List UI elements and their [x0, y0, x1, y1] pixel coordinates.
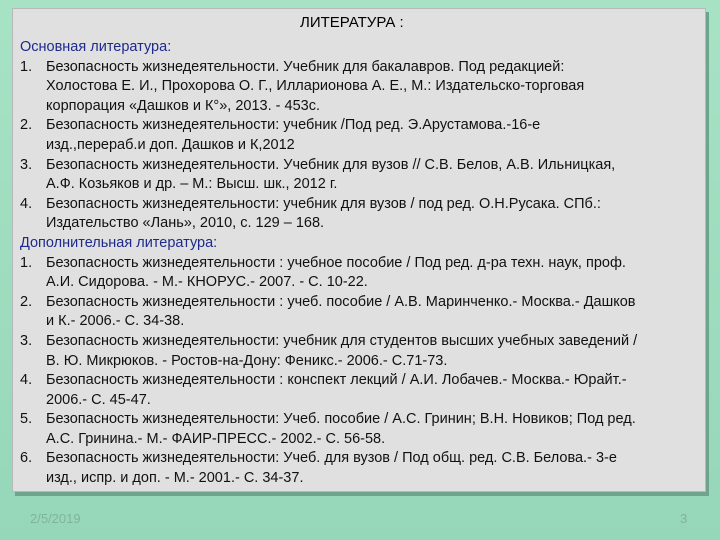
- item-number: 1.: [20, 58, 33, 75]
- list-item: [20, 332, 700, 371]
- item-text: [46, 254, 700, 293]
- item-line: А.Ф. Козьяков и др. – М.: Высш. шк., 2012 г.: [46, 176, 338, 193]
- item-line: изд.,перераб.и доп. Дашков и К,2012: [46, 136, 295, 153]
- item-line: А.С. Гринина.- М.- ФАИР-ПРЕСС.- 2002.- С. 56-58.: [46, 430, 386, 447]
- item-line: Безопасность жизнедеятельности. Учебник для бакалавров. Под редакцией:: [46, 58, 565, 75]
- bibliography: [20, 38, 700, 489]
- list-item: [20, 116, 700, 155]
- footer-date: 2/5/2019: [30, 511, 81, 526]
- list-item: [20, 410, 700, 449]
- item-line: Холостова Е. И., Прохорова О. Г., Илларионова А. Е., М.: Издательско-торговая: [46, 78, 585, 95]
- page-number: 3: [680, 511, 688, 526]
- additional-literature-heading: Дополнительная литература:: [20, 234, 218, 251]
- item-line: 2006.- С. 45-47.: [46, 391, 151, 408]
- list-item: [20, 156, 700, 195]
- item-number: 1.: [20, 254, 33, 271]
- item-line: Безопасность жизнедеятельности: учебник /Под ред. Э.Арустамова.-16-е: [46, 117, 541, 134]
- item-text: [46, 410, 700, 449]
- item-line: корпорация «Дашков и К°», 2013. - 453с.: [46, 97, 320, 114]
- list-item: [20, 449, 700, 488]
- item-number: 2.: [20, 293, 33, 310]
- item-number: 6.: [20, 450, 33, 467]
- item-text: [46, 195, 700, 234]
- item-number: 3.: [20, 156, 33, 173]
- item-line: и К.- 2006.- С. 34-38.: [46, 313, 185, 330]
- slide-title: ЛИТЕРАТУРА :: [300, 14, 404, 31]
- item-line: Издательство «Лань», 2010, с. 129 – 168.: [46, 215, 325, 232]
- main-literature-heading: Основная литература:: [20, 39, 172, 55]
- list-item: [20, 58, 700, 117]
- list-item: [20, 293, 700, 332]
- item-text: [46, 293, 700, 332]
- item-text: [46, 58, 700, 117]
- item-line: Безопасность жизнедеятельности. Учебник для вузов // С.В. Белов, А.В. Ильницкая,: [46, 156, 616, 173]
- item-text: [46, 449, 700, 488]
- item-text: [46, 116, 700, 155]
- item-line: Безопасность жизнедеятельности: Учеб. пособие / А.С. Гринин; В.Н. Новиков; Под ред.: [46, 411, 636, 428]
- item-line: Безопасность жизнедеятельности: учебник для вузов / под ред. О.Н.Русака. СПб.:: [46, 195, 601, 212]
- item-line: Безопасность жизнедеятельности: учебник для студентов высших учебных заведений /: [46, 332, 638, 349]
- item-line: изд., испр. и доп. - М.- 2001.- С. 34-37.: [46, 470, 304, 487]
- item-number: 4.: [20, 195, 33, 212]
- list-item: [20, 254, 700, 293]
- item-number: 4.: [20, 372, 33, 389]
- item-text: [46, 156, 700, 195]
- item-number: 5.: [20, 411, 33, 428]
- item-line: Безопасность жизнедеятельности: Учеб. для вузов / Под общ. ред. С.В. Белова.- 3-е: [46, 450, 617, 467]
- additional-literature-list: [20, 254, 700, 489]
- item-line: Безопасность жизнедеятельности : учебное пособие / Под ред. д-ра техн. наук, проф.: [46, 254, 626, 271]
- item-text: [46, 371, 700, 410]
- item-line: А.И. Сидорова. - М.- КНОРУС.- 2007. - С. 10-22.: [46, 274, 368, 291]
- main-literature-list: [20, 58, 700, 234]
- list-item: [20, 195, 700, 234]
- item-line: В. Ю. Микрюков. - Ростов-на-Дону: Феникс.- 2006.- С.71-73.: [46, 352, 448, 369]
- item-line: Безопасность жизнедеятельности : конспект лекций / А.И. Лобачев.- Москва.- Юрайт.-: [46, 372, 627, 389]
- item-number: 3.: [20, 332, 33, 349]
- item-number: 2.: [20, 117, 33, 134]
- item-line: Безопасность жизнедеятельности : учеб. пособие / А.В. Маринченко.- Москва.- Дашков: [46, 293, 636, 310]
- item-text: [46, 332, 700, 371]
- list-item: [20, 371, 700, 410]
